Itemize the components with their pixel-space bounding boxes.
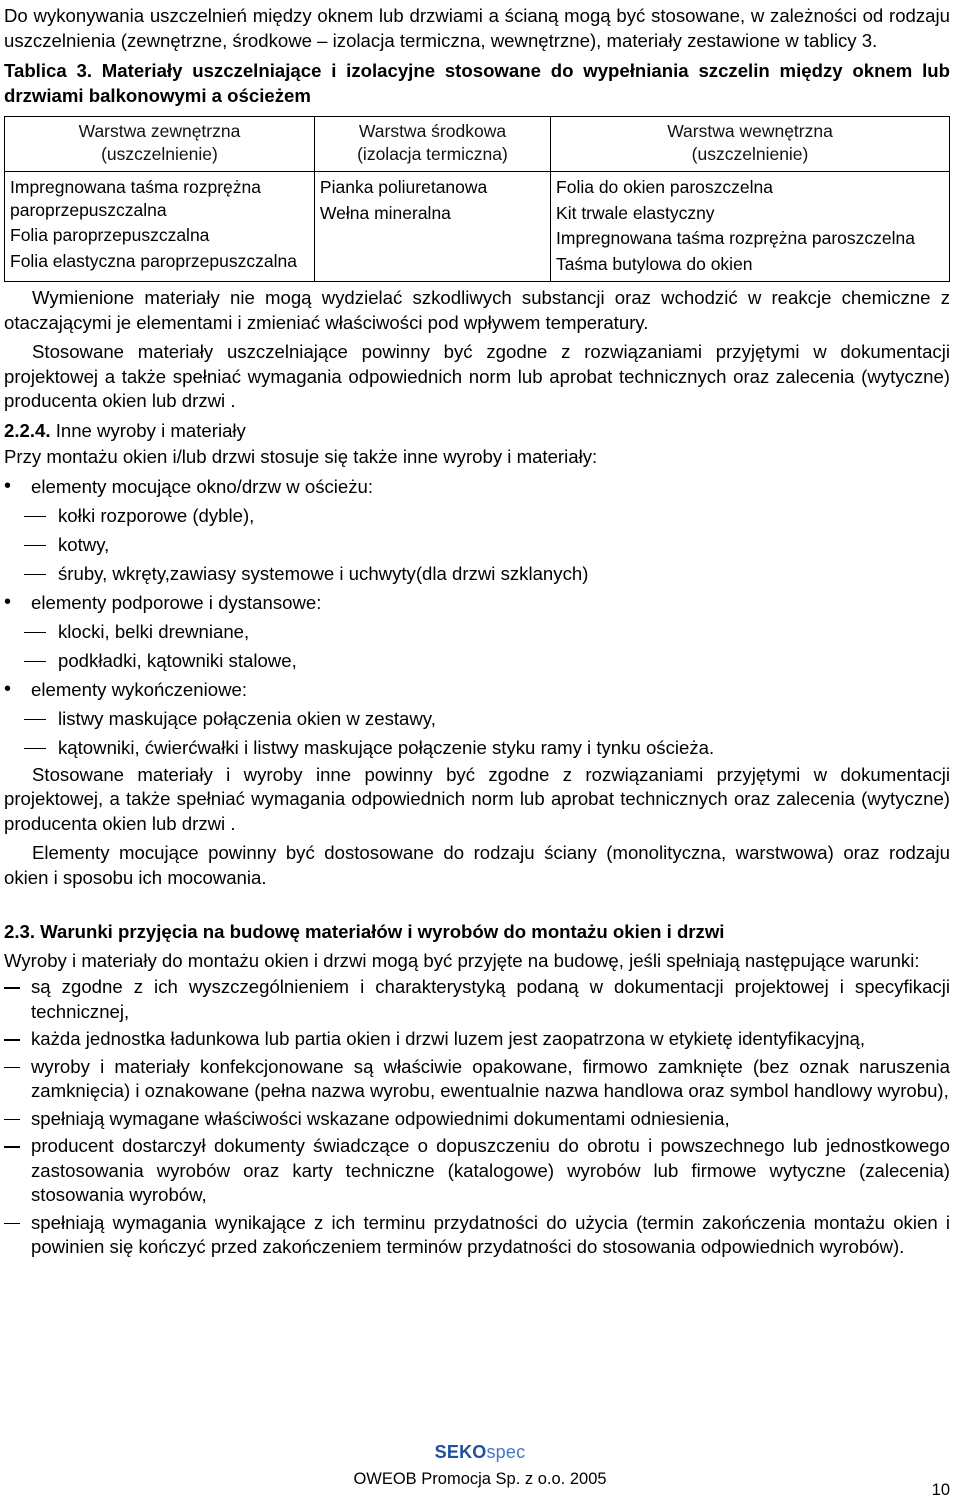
- cell-inner-materials: [551, 172, 950, 282]
- table-cell-item: Wełna mineralna: [319, 202, 451, 223]
- table-cell-item: Impregnowana taśma rozprężna paroprzepuszczalna: [10, 177, 261, 220]
- table-caption: [4, 59, 950, 108]
- header-inner-layer: Warstwa wewnętrzna (uszczelnienie): [551, 117, 950, 172]
- sekospec-logo: SEKOspec: [434, 1442, 526, 1462]
- list-item: [4, 675, 950, 704]
- list-item: każda jednostka ładunkowa lub partia okien i drzwi luzem jest zaopatrzona w etykietę identyfikacyjną,: [4, 1027, 950, 1052]
- table-cell-item: Kit trwale elastyczny: [556, 202, 715, 223]
- list-item: spełniają wymagania wynikające z ich terminu przydatności do użycia (termin zakończenia montażu okien i powinien się kończyć przed zakończeniem terminów przydatności do stosowania odpowiednich wyrobów).: [4, 1211, 950, 1260]
- table-row: [5, 172, 950, 282]
- table-cell-item: Folia paroprzepuszczalna: [10, 225, 210, 245]
- section-title: Inne wyroby i materiały: [50, 419, 246, 441]
- page-number: 10: [931, 1481, 950, 1499]
- group-label: elementy mocujące okno/drzw w ościeżu:: [31, 475, 374, 497]
- table-cell-item: Impregnowana taśma rozprężna paroszczelna: [556, 228, 915, 248]
- support-items-list: [4, 617, 950, 675]
- list-item: śruby, wkręty,zawiasy systemowe i uchwyty(dla drzwi szklanych): [4, 559, 950, 588]
- table-cell-item: Taśma butylowa do okien: [556, 253, 753, 274]
- header-outer-layer: Warstwa zewnętrzna (uszczelnienie): [5, 117, 315, 172]
- paragraph-other-products: Przy montażu okien i/lub drzwi stosuje się także inne wyroby i materiały:: [4, 446, 598, 467]
- finishing-items-list: [4, 704, 950, 762]
- table-title: Materiały uszczelniające i izolacyjne stosowane do wypełniania szczelin między oknem lub drzwiami balkonowymi a ościeżem: [4, 60, 950, 106]
- list-item: podkładki, kątowniki stalowe,: [4, 646, 950, 675]
- document-page: [4, 0, 950, 1263]
- header-middle-layer: Warstwa środkowa (izolacja termiczna): [314, 117, 550, 172]
- cell-outer-materials: [5, 172, 315, 282]
- paragraph-compliance: Stosowane materiały uszczelniające powinny być zgodne z rozwiązaniami przyjętymi w dokumentacji projektowej a także spełniać wymagania odpowiednich norm lub aprobat technicznych oraz zalecenia (wytyczne) producenta okien lub drzwi .: [4, 341, 950, 411]
- table-label: Tablica 3.: [4, 60, 92, 81]
- list-item: kotwy,: [4, 530, 950, 559]
- group-label: elementy wykończeniowe:: [31, 678, 247, 700]
- materials-table: [4, 116, 950, 282]
- section-heading-2-3: 2.3. Warunki przyjęcia na budowę materiałów i wyrobów do montażu okien i drzwi: [4, 921, 725, 942]
- list-item: kątowniki, ćwierćwałki i listwy maskujące połączenie styku ramy i tynku ościeża.: [4, 733, 950, 762]
- paragraph-fastening: Elementy mocujące powinny być dostosowane do rodzaju ściany (monolityczna, warstwowa) oraz rodzaju okien i sposobu ich mocowania.: [4, 842, 950, 888]
- product-groups-list-2: [4, 588, 950, 617]
- list-item: są zgodne z ich wyszczególnieniem i charakterystyką podaną w dokumentacji projektowej i specyfikacji technicznej,: [4, 975, 950, 1024]
- page-footer: [0, 1440, 960, 1491]
- product-groups-list-3: [4, 675, 950, 704]
- group-label: elementy podporowe i dystansowe:: [31, 591, 322, 613]
- intro-paragraph: Do wykonywania uszczelnień między oknem lub drzwiami a ścianą mogą być stosowane, w zależności od rodzaju uszczelnienia (zewnętrzne, środkowe – izolacja termiczna, wewnętrzne), materiały zestawione w tablicy 3.: [4, 5, 950, 51]
- cell-middle-materials: [314, 172, 550, 282]
- table-header-row: [5, 117, 950, 172]
- table-cell-item: Pianka poliuretanowa: [319, 177, 488, 197]
- paragraph-properties: Wymienione materiały nie mogą wydzielać szkodliwych substancji oraz wchodzić w reakcje chemiczne z otaczającymi je elementami i zmieniać właściwości pod wpływem temperatury.: [4, 287, 950, 333]
- list-item: kołki rozporowe (dyble),: [4, 501, 950, 530]
- table-cell-item: Folia do okien paroszczelna: [556, 177, 773, 197]
- acceptance-conditions-list: [4, 975, 950, 1260]
- list-item: klocki, belki drewniane,: [4, 617, 950, 646]
- fastening-items-list: [4, 501, 950, 588]
- list-item: producent dostarczył dokumenty świadczące o dopuszczeniu do obrotu i powszechnego lub jednostkowego zastosowania wyrobów oraz karty techniczne (katalogowe) wyrobów lub firmowe wytyczne (zalecenia) stosowania wyrobów,: [4, 1134, 950, 1208]
- paragraph-acceptance: Wyroby i materiały do montażu okien i drzwi mogą być przyjęte na budowę, jeśli spełniają następujące warunki:: [4, 949, 920, 971]
- publisher-line: OWEOB Promocja Sp. z o.o. 2005: [353, 1469, 607, 1488]
- list-item: [4, 588, 950, 617]
- list-item: wyroby i materiały konfekcjonowane są właściwie opakowane, firmowo zamknięte (bez oznak naruszenia zamknięcia) i oznakowane (pełna nazwa wyrobu, ewentualnie nazwa handlowa oraz symbol handlowy wyrobu),: [4, 1055, 950, 1104]
- list-item: [4, 472, 950, 501]
- section-heading-2-2-4: [4, 419, 950, 444]
- list-item: listwy maskujące połączenia okien w zestawy,: [4, 704, 950, 733]
- table-cell-item: Folia elastyczna paroprzepuszczalna: [10, 250, 297, 271]
- paragraph-other-compliance: Stosowane materiały i wyroby inne powinny być zgodne z rozwiązaniami przyjętymi w dokumentacji projektowej, a także spełniać wymagania odpowiednich norm lub aprobat technicznych oraz zalecenia (wytyczne) producenta okien lub drzwi .: [4, 763, 950, 834]
- section-number: 2.2.4.: [4, 419, 51, 441]
- list-item: spełniają wymagane właściwości wskazane odpowiednimi dokumentami odniesienia,: [4, 1107, 950, 1132]
- product-groups-list: [4, 472, 950, 501]
